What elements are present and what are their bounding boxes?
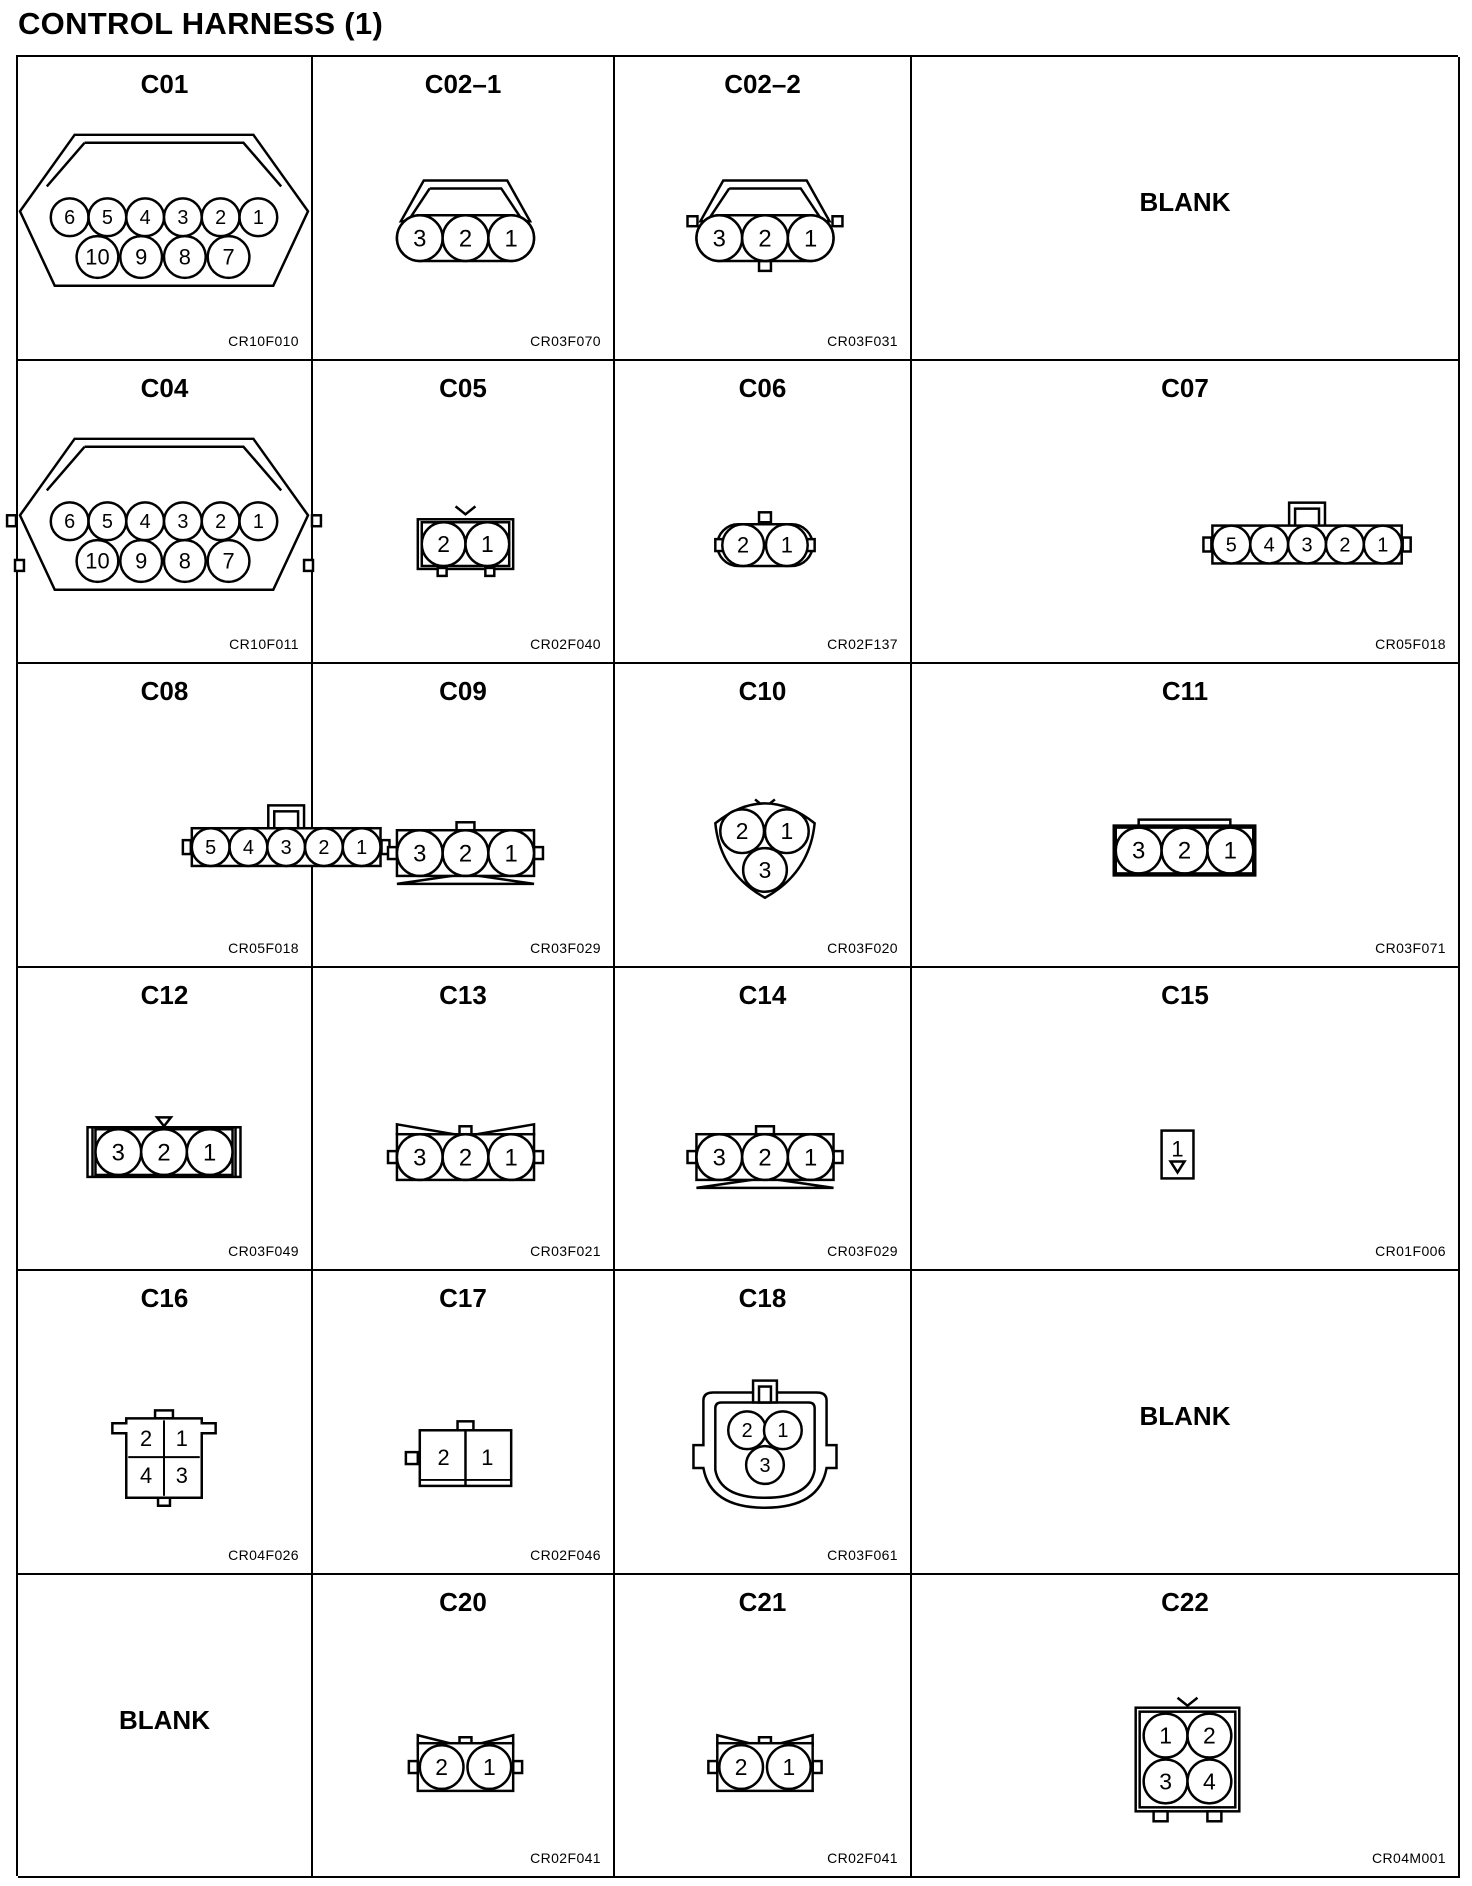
connector-code: CR03F020: [827, 940, 898, 956]
page-title: CONTROL HARNESS (1): [18, 6, 384, 41]
connector-label: C11: [1161, 676, 1209, 706]
connector-code: CR02F046: [530, 1547, 601, 1563]
svg-text:3: 3: [712, 1144, 726, 1172]
svg-text:2: 2: [140, 1426, 153, 1452]
connector-cell-c16: [18, 1271, 313, 1575]
connector-label: C14: [738, 980, 787, 1010]
connector-label: C08: [140, 676, 189, 706]
connector-drawing: [313, 107, 613, 297]
connector-label: C06: [738, 373, 787, 403]
connector-label: C18: [738, 1283, 787, 1313]
svg-text:3: 3: [413, 225, 427, 253]
connector-cell-c12: [18, 968, 313, 1271]
svg-text:1: 1: [1377, 534, 1389, 557]
svg-text:3: 3: [175, 1462, 188, 1488]
connector-code: CR03F029: [827, 1243, 898, 1259]
svg-text:2: 2: [735, 818, 749, 845]
svg-text:9: 9: [135, 244, 148, 270]
connector-label: C05: [439, 373, 487, 403]
svg-text:2: 2: [215, 207, 227, 230]
svg-text:1: 1: [777, 1420, 789, 1443]
connector-diagram: [615, 1321, 910, 1511]
svg-text:1: 1: [1223, 837, 1237, 865]
svg-text:1: 1: [780, 818, 794, 845]
connector-drawing: [615, 107, 910, 297]
connector-label: C17: [439, 1283, 487, 1313]
svg-text:1: 1: [252, 511, 264, 534]
connector-diagram: [18, 1018, 311, 1208]
svg-text:8: 8: [178, 548, 191, 574]
connector-code: CR03F021: [530, 1243, 601, 1259]
connector-drawing: [615, 1321, 910, 1511]
connector-label: C15: [1161, 980, 1209, 1010]
connector-diagram: [313, 1018, 613, 1208]
connector-cell-c21: [615, 1575, 912, 1878]
connector-code: CR04M001: [1371, 1850, 1446, 1866]
connector-label: C12: [140, 980, 189, 1010]
svg-text:4: 4: [1203, 1768, 1216, 1795]
connector-code: CR03F049: [228, 1243, 299, 1259]
svg-text:3: 3: [1132, 837, 1146, 865]
svg-text:2: 2: [734, 1753, 748, 1780]
connector-drawing: [313, 1018, 613, 1208]
svg-text:1: 1: [482, 1753, 496, 1780]
connector-diagram: [615, 1018, 910, 1208]
svg-text:10: 10: [85, 244, 110, 270]
connector-cell-c05: [313, 361, 615, 664]
connector-drawing: [18, 714, 368, 904]
connector-cell-c07: [912, 361, 1460, 664]
connector-label: C16: [140, 1283, 189, 1313]
svg-text:3: 3: [712, 225, 726, 253]
connector-diagram: [313, 411, 613, 601]
connector-cell-c11: [912, 664, 1460, 968]
connector-drawing: [313, 411, 613, 601]
connector-cell-blank-3: [912, 57, 1460, 361]
connector-label: C09: [439, 676, 487, 706]
connector-cell-c22: [912, 1575, 1460, 1878]
svg-text:6: 6: [64, 207, 76, 230]
connector-diagram: [18, 714, 368, 904]
connector-label: C13: [439, 980, 487, 1010]
connector-cell-c09: [313, 664, 615, 968]
connector-cell-blank-20: [18, 1575, 313, 1878]
connector-code: CR03F031: [827, 333, 898, 349]
connector-code: CR03F029: [530, 940, 601, 956]
connector-drawing: [615, 1625, 910, 1815]
connector-diagram: [615, 1625, 910, 1815]
connector-code: CR10F011: [229, 636, 299, 652]
svg-text:2: 2: [437, 530, 450, 557]
connector-drawing: [615, 1018, 910, 1208]
connector-code: CR03F070: [530, 333, 601, 349]
svg-text:2: 2: [458, 840, 473, 868]
connector-diagram: [313, 1321, 613, 1511]
connector-code: CR10F010: [228, 333, 299, 349]
connector-code: CR05F018: [228, 940, 299, 956]
connector-drawing: [18, 411, 311, 601]
connector-diagram: [18, 1321, 311, 1511]
svg-text:1: 1: [782, 1753, 796, 1780]
svg-text:1: 1: [175, 1426, 188, 1452]
connector-code: CR05F018: [1375, 636, 1446, 652]
connector-cell-c10: [615, 664, 912, 968]
svg-text:1: 1: [1159, 1722, 1172, 1749]
connector-label: C04: [140, 373, 189, 403]
svg-text:1: 1: [203, 1139, 217, 1167]
connector-cell-blank-19: [912, 1271, 1460, 1575]
svg-text:8: 8: [178, 244, 191, 270]
connector-code: CR02F041: [530, 1850, 601, 1866]
connector-cell-c01: [18, 57, 313, 361]
svg-text:5: 5: [1225, 534, 1237, 557]
connector-diagram: [912, 1625, 1458, 1815]
connector-drawing: [615, 411, 910, 601]
svg-text:2: 2: [1203, 1722, 1216, 1749]
connector-label: C22: [1161, 1587, 1209, 1617]
svg-text:1: 1: [481, 1445, 494, 1471]
connector-code: CR02F040: [530, 636, 601, 652]
svg-text:2: 2: [437, 1445, 450, 1471]
svg-text:1: 1: [504, 225, 518, 253]
connector-diagram: [18, 411, 311, 601]
connector-cell-c02-2: [615, 57, 912, 361]
svg-text:2: 2: [215, 511, 227, 534]
connector-cell-c18: [615, 1271, 912, 1575]
connector-drawing: [18, 1018, 311, 1208]
svg-text:5: 5: [101, 207, 113, 230]
connector-cell-c04: [18, 361, 313, 664]
svg-text:2: 2: [1177, 837, 1192, 865]
svg-text:1: 1: [504, 1144, 518, 1172]
connector-label: C20: [439, 1587, 487, 1617]
connector-drawing: [615, 714, 910, 904]
connector-diagram: [615, 107, 910, 297]
connector-diagram: [18, 107, 311, 297]
svg-text:10: 10: [85, 548, 110, 574]
svg-text:3: 3: [413, 840, 427, 868]
svg-text:3: 3: [280, 836, 292, 859]
connector-diagram: [912, 411, 1458, 601]
svg-text:2: 2: [737, 532, 750, 558]
connector-cell-c06: [615, 361, 912, 664]
connector-code: CR04F026: [228, 1547, 299, 1563]
connector-diagram: [912, 714, 1458, 904]
connector-drawing: [18, 107, 311, 297]
svg-text:2: 2: [741, 1420, 753, 1443]
connector-drawing: [18, 1321, 311, 1511]
svg-text:3: 3: [177, 511, 189, 534]
svg-text:1: 1: [780, 532, 793, 558]
svg-text:9: 9: [135, 548, 148, 574]
svg-text:2: 2: [758, 1144, 772, 1172]
svg-text:2: 2: [435, 1753, 448, 1780]
connector-cell-c02-1: [313, 57, 615, 361]
svg-text:5: 5: [101, 511, 113, 534]
connector-label: C10: [738, 676, 787, 706]
svg-text:4: 4: [139, 207, 151, 230]
svg-text:3: 3: [758, 856, 772, 883]
svg-text:4: 4: [139, 511, 151, 534]
connector-drawing: [912, 1625, 1458, 1815]
connector-cell-c14: [615, 968, 912, 1271]
connector-drawing: [313, 1321, 613, 1511]
connector-cell-c15: [912, 968, 1460, 1271]
svg-text:4: 4: [1263, 534, 1275, 557]
connector-cell-c08: [18, 664, 368, 968]
connector-cell-c20: [313, 1575, 615, 1878]
svg-text:1: 1: [1171, 1136, 1184, 1162]
svg-text:7: 7: [222, 548, 235, 574]
connector-drawing: [912, 1018, 1458, 1208]
svg-text:3: 3: [413, 1144, 427, 1172]
connector-code: CR01F006: [1375, 1243, 1446, 1259]
svg-text:1: 1: [504, 840, 518, 868]
connector-drawing: [313, 714, 613, 904]
connector-label: C07: [1161, 373, 1209, 403]
connector-label: C01: [140, 69, 189, 99]
svg-text:2: 2: [758, 225, 772, 253]
svg-text:2: 2: [458, 1144, 473, 1172]
connector-diagram: [615, 714, 910, 904]
svg-text:2: 2: [1339, 534, 1351, 557]
blank-label: BLANK: [1139, 187, 1231, 217]
connector-cell-c17: [313, 1271, 615, 1575]
svg-text:1: 1: [804, 225, 818, 253]
svg-text:4: 4: [242, 836, 254, 859]
connector-code: CR02F041: [827, 1850, 898, 1866]
connector-code: CR03F071: [1375, 940, 1446, 956]
svg-text:3: 3: [759, 1454, 771, 1477]
svg-text:1: 1: [480, 530, 494, 557]
connector-cell-c13: [313, 968, 615, 1271]
connector-drawing: [912, 411, 1458, 601]
svg-text:4: 4: [140, 1462, 153, 1488]
connector-code: CR02F137: [827, 636, 898, 652]
connector-grid: [16, 55, 1458, 1876]
connector-diagram: [615, 411, 910, 601]
connector-diagram: [313, 1625, 613, 1815]
svg-text:1: 1: [804, 1144, 818, 1172]
blank-label: BLANK: [1139, 1401, 1231, 1431]
svg-text:2: 2: [157, 1139, 171, 1167]
svg-text:1: 1: [356, 836, 368, 859]
blank-label: BLANK: [119, 1705, 210, 1735]
connector-drawing: [912, 714, 1458, 904]
svg-text:2: 2: [458, 225, 473, 253]
svg-text:6: 6: [64, 511, 76, 534]
connector-diagram: [912, 1018, 1458, 1208]
connector-diagram: [313, 714, 613, 904]
connector-diagram: [313, 107, 613, 297]
svg-text:3: 3: [177, 207, 189, 230]
svg-text:5: 5: [205, 836, 217, 859]
svg-text:3: 3: [1301, 534, 1313, 557]
connector-label: C21: [738, 1587, 787, 1617]
connector-label: C02–1: [424, 69, 502, 99]
svg-text:3: 3: [111, 1139, 125, 1167]
connector-label: C02–2: [724, 69, 801, 99]
svg-text:2: 2: [318, 836, 330, 859]
svg-text:1: 1: [252, 207, 264, 230]
svg-text:3: 3: [1159, 1768, 1172, 1795]
connector-drawing: [313, 1625, 613, 1815]
svg-text:7: 7: [222, 244, 235, 270]
connector-code: CR03F061: [827, 1547, 898, 1563]
